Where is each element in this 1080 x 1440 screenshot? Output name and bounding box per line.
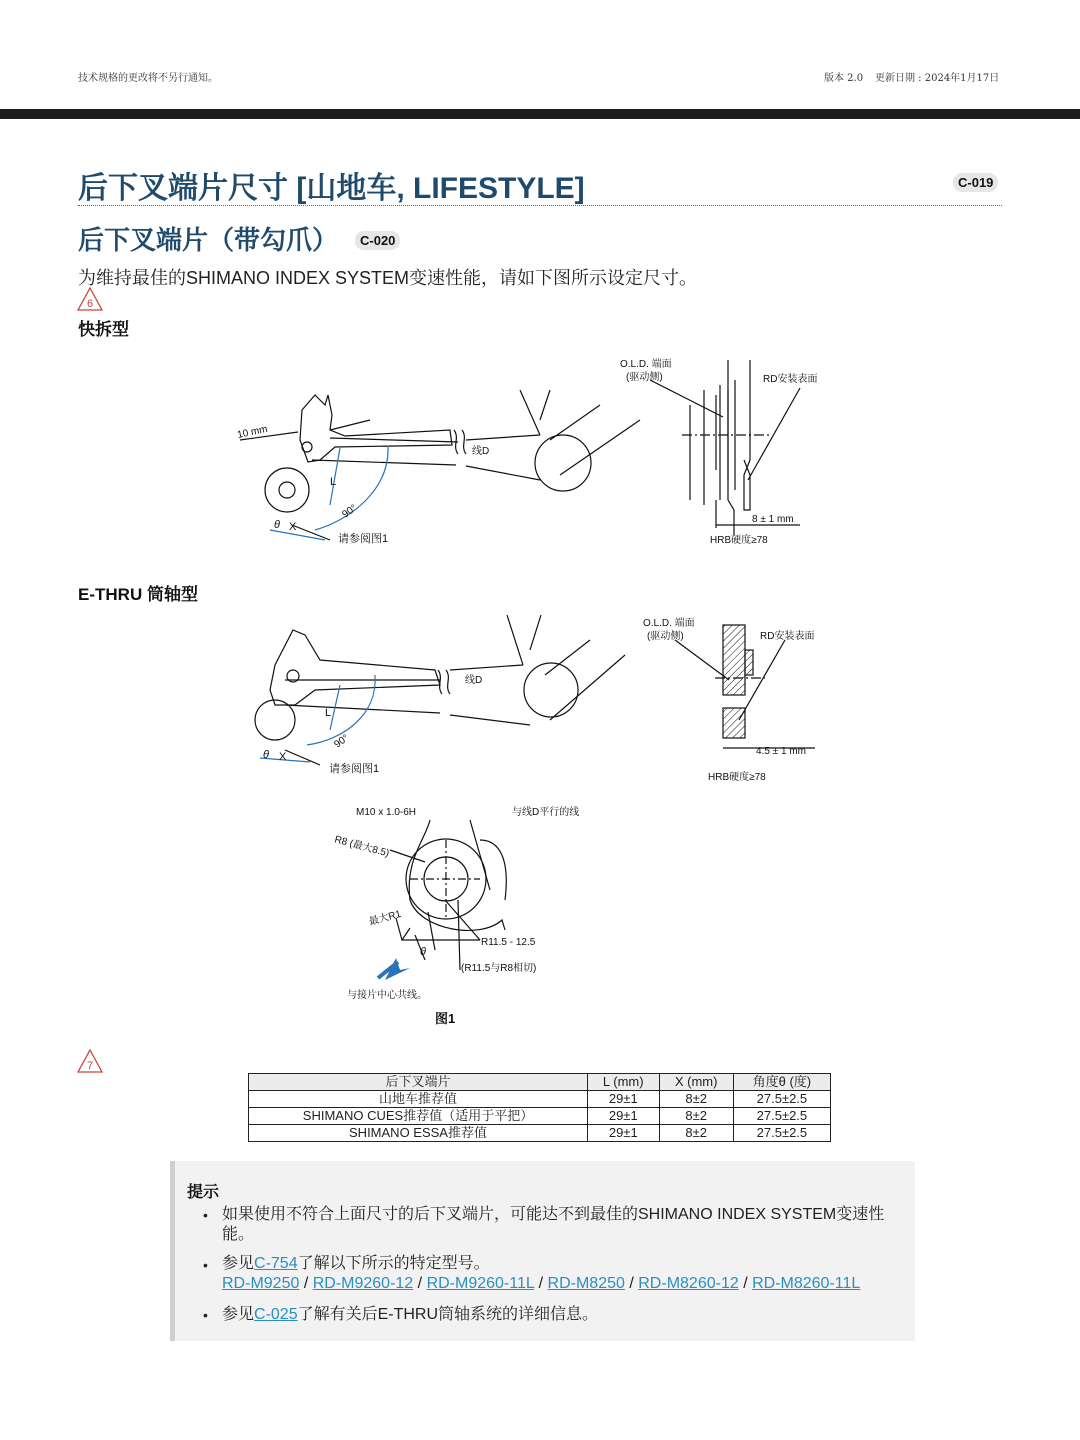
table-cell: 29±1 bbox=[588, 1125, 660, 1142]
separator: / bbox=[417, 1275, 423, 1292]
tip-text: 参见 bbox=[222, 1306, 255, 1323]
link-model[interactable]: RD-M8250 bbox=[547, 1275, 625, 1292]
tip-item-2 bbox=[222, 1254, 902, 1274]
label-r115: R11.5 - 12.5 bbox=[481, 937, 536, 948]
table-cell: 29±1 bbox=[588, 1108, 660, 1125]
tip-text: 了解有关后E-THRU筒轴系统的详细信息。 bbox=[297, 1306, 599, 1323]
label-line-d: 线D bbox=[465, 675, 483, 686]
link-model[interactable]: RD-M9260-11L bbox=[426, 1275, 535, 1292]
intro-text: 为维持最佳的SHIMANO INDEX SYSTEM变速性能，请如下图所示设定尺寸。 bbox=[78, 268, 698, 288]
quick-release-diagram bbox=[230, 350, 850, 555]
header-bar bbox=[0, 109, 1080, 119]
page-title: 后下叉端片尺寸 [山地车, LIFESTYLE] bbox=[78, 172, 585, 205]
model-links bbox=[222, 1274, 912, 1294]
link-model[interactable]: RD-M8260-11L bbox=[752, 1275, 861, 1292]
section-title: 后下叉端片（带勾爪） bbox=[78, 225, 339, 255]
table-header: X (mm) bbox=[659, 1074, 733, 1091]
figure-caption: 图1 bbox=[435, 1011, 456, 1026]
label-10mm: 10 mm bbox=[236, 423, 269, 441]
title-divider bbox=[78, 205, 1002, 206]
subtitle-code-badge[interactable]: C-020 bbox=[355, 231, 400, 250]
ethru-heading: E-THRU 筒轴型 bbox=[78, 585, 198, 604]
table-cell: 27.5±2.5 bbox=[733, 1108, 830, 1125]
label-hrb: HRB硬度≥78 bbox=[708, 772, 766, 783]
bullet-icon: • bbox=[203, 1207, 208, 1223]
link-c754[interactable]: C-754 bbox=[254, 1255, 298, 1272]
tip-text: 了解以下所示的特定型号。 bbox=[297, 1255, 490, 1272]
label-center-line: 与接片中心共线。 bbox=[347, 990, 427, 1001]
warning-icon bbox=[77, 1049, 103, 1073]
table-cell: SHIMANO CUES推荐值（适用于平把） bbox=[249, 1108, 588, 1125]
quick-release-heading: 快拆型 bbox=[78, 320, 129, 339]
label-see-fig1: 请参阅图1 bbox=[338, 533, 389, 545]
tip-item-1: 如果使用不符合上面尺寸的后下叉端片，可能达不到最佳的SHIMANO INDEX SYSTEM变速性能。 bbox=[222, 1206, 885, 1243]
label-old-end: O.L.D. 端面 bbox=[620, 359, 672, 370]
link-model[interactable]: RD-M8260-12 bbox=[638, 1275, 739, 1292]
link-c025[interactable]: C-025 bbox=[254, 1306, 298, 1323]
label-rd-surface: RD安装表面 bbox=[760, 631, 815, 642]
label-thread: M10 x 1.0-6H bbox=[356, 807, 417, 818]
label-hrb: HRB硬度≥78 bbox=[710, 535, 768, 546]
link-model[interactable]: RD-M9250 bbox=[222, 1275, 300, 1292]
label-L: L bbox=[330, 476, 337, 488]
table-header-row bbox=[249, 1074, 831, 1091]
label-see-fig1: 请参阅图1 bbox=[329, 763, 380, 775]
bullet-icon: • bbox=[203, 1307, 208, 1323]
ethru-diagram bbox=[245, 610, 835, 785]
warning-number: 7 bbox=[86, 1060, 94, 1072]
label-theta: θ bbox=[274, 519, 280, 531]
table-cell: 27.5±2.5 bbox=[733, 1125, 830, 1142]
label-dimension: 8 ± 1 mm bbox=[752, 514, 794, 525]
label-x: X bbox=[279, 751, 287, 763]
separator: / bbox=[538, 1275, 544, 1292]
tip-item-3 bbox=[222, 1305, 902, 1325]
table-row bbox=[249, 1108, 831, 1125]
label-drive-side: (驱动侧) bbox=[647, 631, 684, 642]
label-line-d: 线D bbox=[472, 446, 490, 457]
label-rd-surface: RD安装表面 bbox=[763, 374, 818, 385]
table-cell: 8±2 bbox=[659, 1091, 733, 1108]
tip-text: 参见 bbox=[222, 1255, 255, 1272]
label-x: X bbox=[289, 521, 297, 533]
label-r1: 最大R1 bbox=[367, 908, 403, 928]
warning-icon bbox=[77, 287, 103, 311]
table-cell: 27.5±2.5 bbox=[733, 1091, 830, 1108]
table-header: L (mm) bbox=[588, 1074, 660, 1091]
title-code-badge[interactable]: C-019 bbox=[953, 173, 998, 192]
label-L: L bbox=[325, 707, 332, 719]
table-row bbox=[249, 1125, 831, 1142]
table-header: 后下叉端片 bbox=[249, 1074, 588, 1091]
spec-table bbox=[248, 1073, 831, 1142]
separator: / bbox=[743, 1275, 748, 1292]
header-notice: 技术规格的更改将不另行通知。 bbox=[78, 73, 218, 84]
label-theta: θ bbox=[420, 946, 426, 958]
table-cell: 山地车推荐值 bbox=[249, 1091, 588, 1108]
header-update-date: 更新日期 : 2024年1月17日 bbox=[875, 73, 1000, 84]
table-cell: 8±2 bbox=[659, 1108, 733, 1125]
tips-title: 提示 bbox=[187, 1184, 220, 1201]
figure1-diagram bbox=[330, 800, 590, 1035]
label-r8: R8 (最大8.5) bbox=[333, 834, 391, 860]
label-90-degrees: 90° bbox=[332, 732, 352, 751]
table-cell: SHIMANO ESSA推荐值 bbox=[249, 1125, 588, 1142]
label-old-end: O.L.D. 端面 bbox=[643, 618, 695, 629]
label-dimension: 4.5 ± 1 mm bbox=[756, 746, 806, 757]
separator: / bbox=[629, 1275, 634, 1292]
bullet-icon: • bbox=[203, 1257, 208, 1273]
warning-number: 6 bbox=[86, 298, 94, 310]
table-header: 角度θ (度) bbox=[733, 1074, 830, 1091]
table-cell: 8±2 bbox=[659, 1125, 733, 1142]
header-version: 版本 2.0 bbox=[824, 73, 864, 84]
label-drive-side: (驱动侧) bbox=[626, 372, 663, 383]
table-row bbox=[249, 1091, 831, 1108]
tips-box bbox=[170, 1161, 915, 1341]
label-tangent: (R11.5与R8相切) bbox=[461, 963, 537, 974]
separator: / bbox=[303, 1275, 309, 1292]
table-cell: 29±1 bbox=[588, 1091, 660, 1108]
label-parallel-line: 与线D平行的线 bbox=[512, 807, 580, 818]
label-90-degrees: 90° bbox=[340, 502, 360, 521]
link-model[interactable]: RD-M9260-12 bbox=[312, 1275, 414, 1292]
label-theta: θ bbox=[263, 749, 269, 761]
